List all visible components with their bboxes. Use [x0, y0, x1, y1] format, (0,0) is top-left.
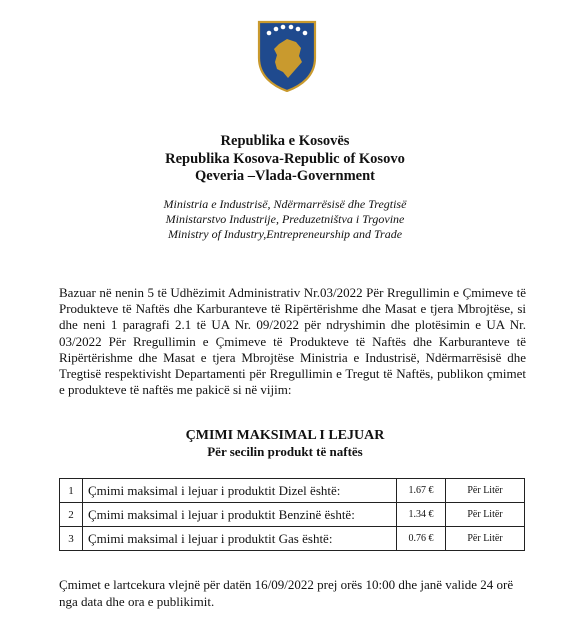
validity-note: Çmimet e lartcekura vlejnë për datën 16/09/2022 prej orës 10:00 dhe janë valide 24 orë nga data dhe ora e publikimit.	[59, 577, 514, 609]
kosovo-coat-of-arms-emblem	[257, 20, 317, 92]
row-index: 2	[60, 503, 83, 527]
ministry-line-1: Ministria e Industrisë, Ndërmarrësisë dhe Tregtisë	[163, 197, 407, 211]
row-unit: Për Litër	[446, 527, 525, 551]
ministry-line-3: Ministry of Industry,Entrepreneurship and Trade	[167, 227, 403, 241]
table-row	[60, 479, 525, 503]
price-title: ÇMIMI MAKSIMAL I LEJUAR	[185, 428, 385, 443]
price-table	[59, 478, 525, 551]
row-index: 3	[60, 527, 83, 551]
table-row	[60, 503, 525, 527]
row-label: Çmimi maksimal i lejuar i produktit Dizel është:	[83, 479, 397, 503]
legal-basis-paragraph: Bazuar në nenin 5 të Udhëzimit Administrativ Nr.03/2022 Për Rregullimin e Çmimeve të Produkteve të Naftës dhe Karburanteve të Ripërtërishme dhe Masat e tjera Mbrojtëse, si dhe neni 1 paragrafi 2.1 të UA Nr. 09/2022 për ndryshimin dhe plotësimin e UA Nr. 03/2022 Për Rregullimin e Çmimeve të Produkteve të Naftës dhe Karburanteve të Ripërtërishme dhe Masat e tjera Mbrojtëse Ministria e Industrisë, Ndërmarrësisë dhe Tregtisë respektivisht Departamenti për Rregullimin e Tregut të Naftës, publikon çmimet e produkteve të naftës me pakicë si në vijim:	[59, 285, 526, 398]
row-label: Çmimi maksimal i lejuar i produktit Gas është:	[83, 527, 397, 551]
header-line-2: Republika Kosova-Republic of Kosovo	[165, 150, 405, 167]
row-price: 0.76 €	[397, 527, 446, 551]
row-unit: Për Litër	[446, 479, 525, 503]
table-row	[60, 527, 525, 551]
header-line-1: Republika e Kosovës	[220, 133, 350, 149]
price-subtitle: Për secilin produkt të naftës	[207, 444, 363, 459]
government-header	[0, 133, 570, 186]
row-price: 1.67 €	[397, 479, 446, 503]
row-index: 1	[60, 479, 83, 503]
row-price: 1.34 €	[397, 503, 446, 527]
ministry-line-2: Ministarstvo Industrije, Preduzetništva i Trgovine	[165, 212, 405, 226]
ministry-header	[0, 197, 570, 242]
price-title-block	[0, 428, 570, 460]
row-unit: Për Litër	[446, 503, 525, 527]
header-line-3: Qeveria –Vlada-Government	[194, 168, 375, 184]
row-label: Çmimi maksimal i lejuar i produktit Benzinë është:	[83, 503, 397, 527]
